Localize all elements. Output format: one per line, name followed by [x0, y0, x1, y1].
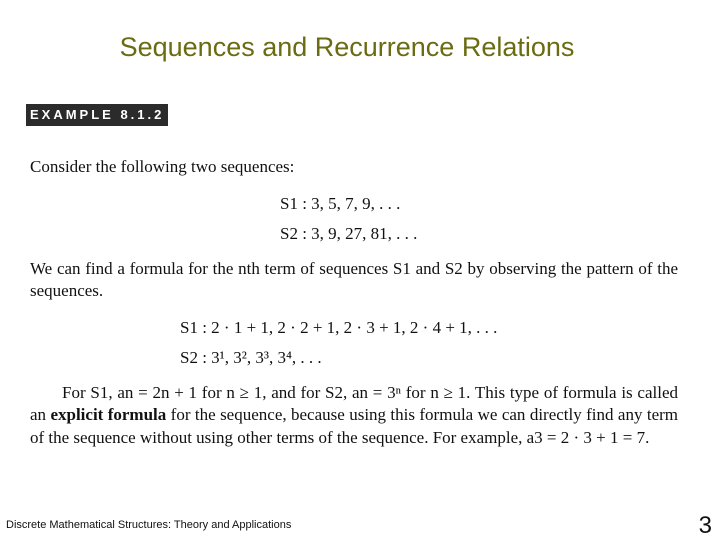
- formula-paragraph: We can find a formula for the nth term of sequences S1 and S2 by observing the pattern of the sequences.: [30, 258, 678, 300]
- sequence-s1: S1 : 3, 5, 7, 9, . . .: [280, 193, 401, 213]
- slide-title: Sequences and Recurrence Relations: [119, 32, 575, 62]
- explicit-formula-term: explicit formula: [50, 405, 167, 424]
- page-number: 3: [698, 512, 712, 539]
- explicit-formula-paragraph: [30, 382, 678, 450]
- intro-text: Consider the following two sequences:: [30, 157, 295, 176]
- paragraph-text-end: for the sequence, because using this formula we can directly find any term of the sequence without using other terms of the sequence. For example, a3 = 2 · 3 + 1 = 7.: [30, 405, 679, 447]
- example-body: [30, 156, 678, 449]
- paragraph-text-start: For S1, an = 2n + 1 for n ≥ 1, and for S2, an = 3ⁿ for n ≥ 1. This type of formula is called an: [30, 382, 678, 424]
- pattern-s1: S1 : 2 · 1 + 1, 2 · 2 + 1, 2 · 3 + 1, 2 · 4 + 1, . . .: [180, 317, 498, 337]
- pattern-s2: S2 : 3¹, 3², 3³, 3⁴, . . .: [180, 348, 322, 367]
- footer-text: Discrete Mathematical Structures: Theory and Applications: [6, 519, 292, 531]
- sequence-s2: S2 : 3, 9, 27, 81, . . .: [280, 224, 418, 243]
- example-label: EXAMPLE 8.1.2: [26, 104, 168, 126]
